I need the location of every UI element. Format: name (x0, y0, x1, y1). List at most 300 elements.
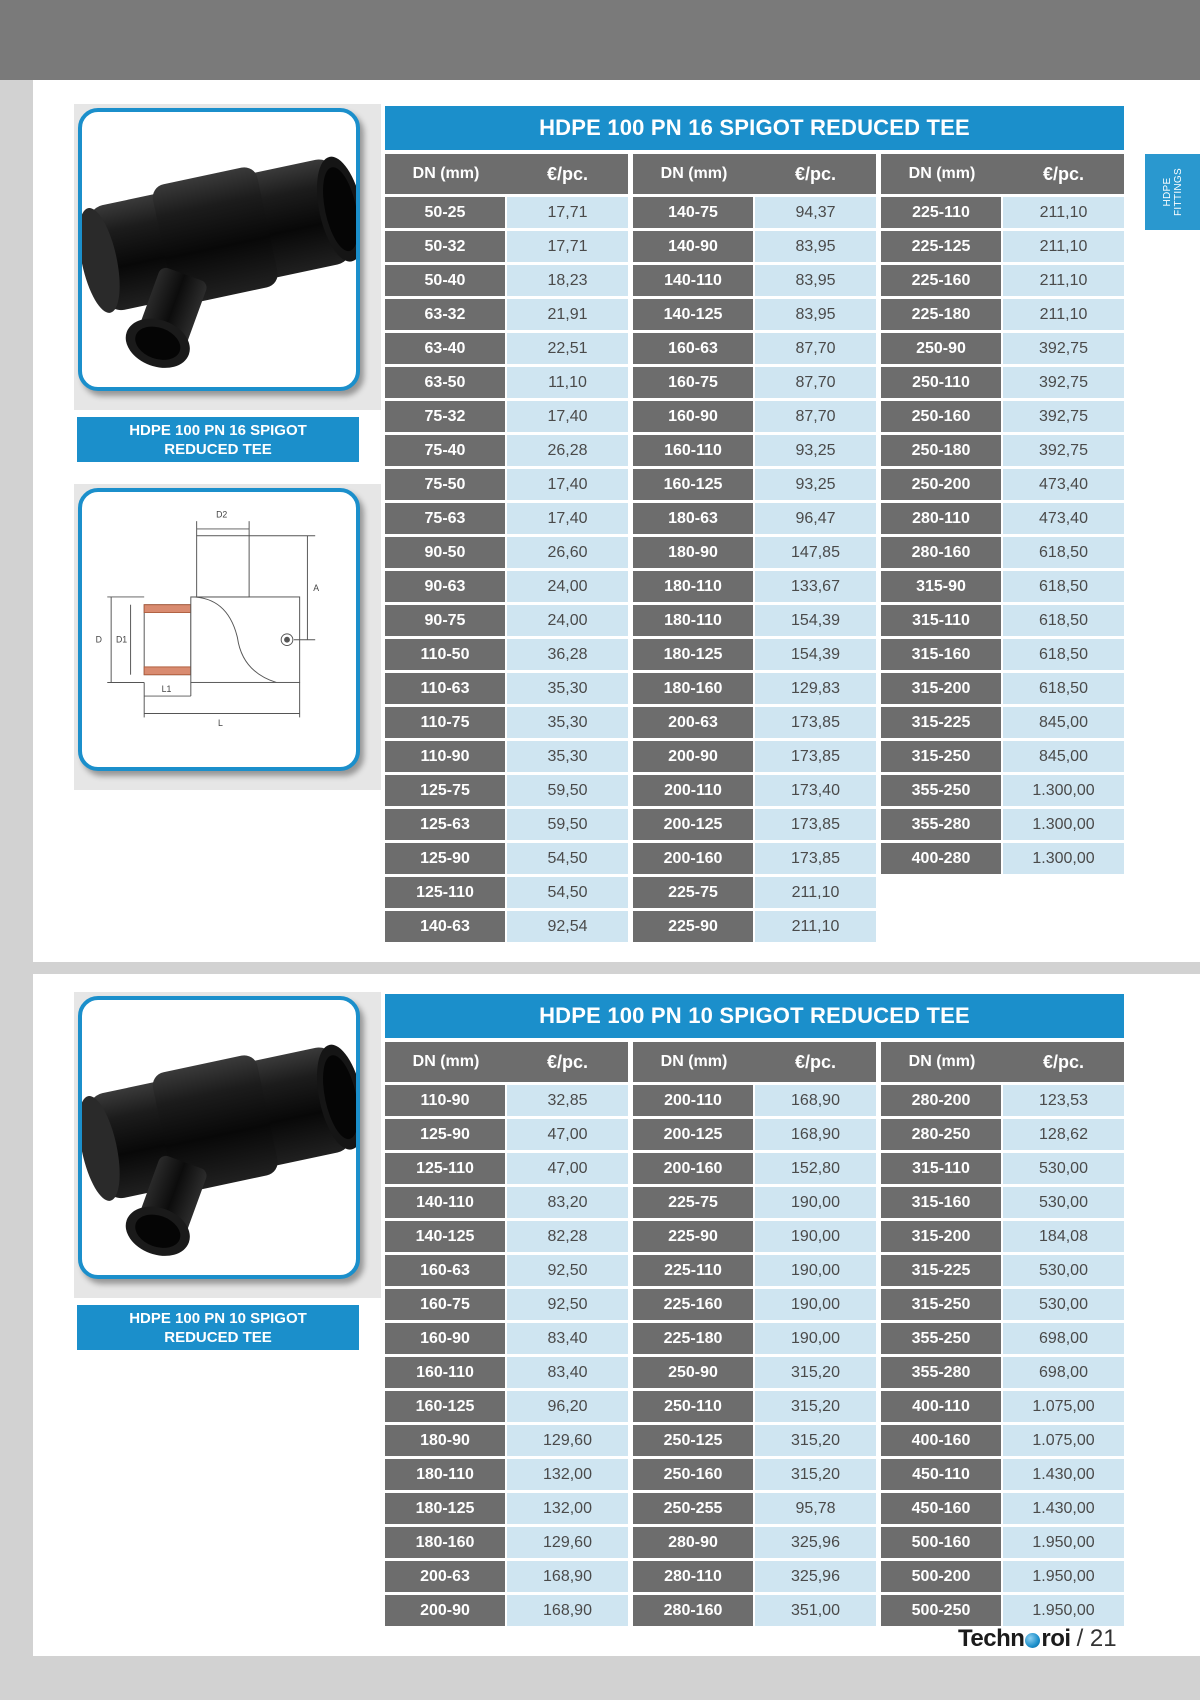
table-row (881, 469, 1124, 503)
dn-cell: 250-255 (633, 1493, 755, 1524)
table-row (881, 367, 1124, 401)
dn-cell: 140-90 (633, 231, 755, 262)
column-group (385, 154, 628, 945)
table-row (633, 911, 876, 945)
table-row (881, 1357, 1124, 1391)
table-row (633, 299, 876, 333)
dim-l1-label: L1 (161, 684, 172, 695)
table-row (633, 1085, 876, 1119)
dn-cell: 315-225 (881, 707, 1003, 738)
table-row (385, 1153, 628, 1187)
table-row (881, 605, 1124, 639)
reduced-tee-photo (82, 112, 356, 387)
price-cell: 1.430,00 (1003, 1459, 1124, 1490)
table-row (385, 401, 628, 435)
price-cell: 845,00 (1003, 741, 1124, 772)
dn-cell: 400-160 (881, 1425, 1003, 1456)
price-cell: 168,90 (755, 1085, 876, 1116)
price-cell: 95,78 (755, 1493, 876, 1524)
table-header-row (633, 1042, 876, 1082)
table-row (385, 265, 628, 299)
table-header-row (385, 1042, 628, 1082)
table-row (385, 1493, 628, 1527)
price-cell: 190,00 (755, 1255, 876, 1286)
dn-cell: 225-75 (633, 1187, 755, 1218)
price-cell: 47,00 (507, 1119, 628, 1150)
header-dn: DN (mm) (633, 1042, 755, 1082)
table-row (633, 1153, 876, 1187)
table-row (633, 605, 876, 639)
price-cell: 168,90 (507, 1561, 628, 1592)
price-cell: 190,00 (755, 1323, 876, 1354)
dn-cell: 125-75 (385, 775, 507, 806)
dn-cell: 50-25 (385, 197, 507, 228)
table-row (633, 775, 876, 809)
price-cell: 173,40 (755, 775, 876, 806)
table-row (881, 265, 1124, 299)
dn-cell: 225-75 (633, 877, 755, 908)
table-row (633, 1459, 876, 1493)
table-row (633, 1527, 876, 1561)
dn-cell: 200-110 (633, 1085, 755, 1116)
dn-cell: 160-125 (633, 469, 755, 500)
dn-cell: 250-110 (633, 1391, 755, 1422)
header-price: €/pc. (507, 1042, 628, 1082)
dn-cell: 280-110 (881, 503, 1003, 534)
table-row (385, 571, 628, 605)
dn-cell: 50-32 (385, 231, 507, 262)
product-caption: HDPE 100 PN 16 SPIGOT REDUCED TEE (77, 417, 359, 462)
dn-cell: 225-110 (633, 1255, 755, 1286)
table-row (385, 1425, 628, 1459)
price-table-pn16 (385, 106, 1124, 945)
price-cell: 190,00 (755, 1221, 876, 1252)
price-cell: 54,50 (507, 843, 628, 874)
dn-cell: 200-63 (633, 707, 755, 738)
table-row (881, 1391, 1124, 1425)
table-row (633, 1323, 876, 1357)
dn-cell: 225-160 (881, 265, 1003, 296)
table-row (881, 639, 1124, 673)
price-cell: 845,00 (1003, 707, 1124, 738)
table-row (881, 1561, 1124, 1595)
dn-cell: 160-75 (385, 1289, 507, 1320)
dn-cell: 160-75 (633, 367, 755, 398)
dn-cell: 280-90 (633, 1527, 755, 1558)
header-dn: DN (mm) (881, 1042, 1003, 1082)
table-row (385, 1187, 628, 1221)
table-row (633, 673, 876, 707)
price-cell: 530,00 (1003, 1187, 1124, 1218)
price-cell: 184,08 (1003, 1221, 1124, 1252)
dn-cell: 160-125 (385, 1391, 507, 1422)
table-row (881, 1085, 1124, 1119)
dn-cell: 180-125 (385, 1493, 507, 1524)
price-cell: 392,75 (1003, 333, 1124, 364)
table-row (881, 1119, 1124, 1153)
header-dn: DN (mm) (633, 154, 755, 194)
dn-cell: 140-125 (385, 1221, 507, 1252)
dn-cell: 225-160 (633, 1289, 755, 1320)
table-row (633, 231, 876, 265)
dn-cell: 500-250 (881, 1595, 1003, 1626)
dim-d2-label: D2 (216, 509, 228, 520)
table-row (633, 843, 876, 877)
price-cell: 35,30 (507, 673, 628, 704)
price-cell: 96,20 (507, 1391, 628, 1422)
dn-cell: 180-110 (633, 605, 755, 636)
dn-cell: 160-90 (385, 1323, 507, 1354)
table-row (633, 809, 876, 843)
price-cell: 315,20 (755, 1459, 876, 1490)
top-header-bar (0, 0, 1200, 80)
table-row (633, 571, 876, 605)
table-row (385, 1221, 628, 1255)
table-header-row (881, 1042, 1124, 1082)
table-row (385, 639, 628, 673)
table-row (633, 707, 876, 741)
table-row (633, 1391, 876, 1425)
dn-cell: 450-110 (881, 1459, 1003, 1490)
price-cell: 173,85 (755, 809, 876, 840)
dn-cell: 200-90 (385, 1595, 507, 1626)
dn-cell: 315-200 (881, 1221, 1003, 1252)
dn-cell: 125-110 (385, 1153, 507, 1184)
price-cell: 1.075,00 (1003, 1391, 1124, 1422)
dn-cell: 355-280 (881, 1357, 1003, 1388)
header-price: €/pc. (1003, 154, 1124, 194)
price-cell: 93,25 (755, 469, 876, 500)
table-row (881, 435, 1124, 469)
price-cell: 315,20 (755, 1391, 876, 1422)
dn-cell: 140-110 (385, 1187, 507, 1218)
dn-cell: 75-32 (385, 401, 507, 432)
table-row (633, 469, 876, 503)
price-cell: 133,67 (755, 571, 876, 602)
dn-cell: 200-125 (633, 1119, 755, 1150)
price-cell: 96,47 (755, 503, 876, 534)
price-cell: 190,00 (755, 1289, 876, 1320)
dn-cell: 110-90 (385, 1085, 507, 1116)
dn-cell: 280-160 (881, 537, 1003, 568)
table-row (881, 503, 1124, 537)
dn-cell: 200-63 (385, 1561, 507, 1592)
price-cell: 83,40 (507, 1357, 628, 1388)
page-number: / 21 (1076, 1625, 1117, 1652)
dn-cell: 110-90 (385, 741, 507, 772)
price-cell: 698,00 (1003, 1357, 1124, 1388)
dn-cell: 355-250 (881, 1323, 1003, 1354)
price-cell: 147,85 (755, 537, 876, 568)
reduced-tee-photo (82, 1000, 356, 1275)
table-row (385, 1255, 628, 1289)
table-row (633, 877, 876, 911)
table-row (385, 673, 628, 707)
dim-a-label: A (313, 583, 320, 594)
table-row (385, 1595, 628, 1629)
dn-cell: 500-160 (881, 1527, 1003, 1558)
table-row (633, 1595, 876, 1629)
price-cell: 123,53 (1003, 1085, 1124, 1116)
dn-cell: 250-90 (633, 1357, 755, 1388)
table-row (385, 809, 628, 843)
header-price: €/pc. (507, 154, 628, 194)
table-row (881, 775, 1124, 809)
dim-l-label: L (218, 718, 223, 729)
table-row (881, 741, 1124, 775)
product-photo-card (78, 996, 360, 1279)
dn-cell: 200-160 (633, 1153, 755, 1184)
technical-drawing-card (78, 488, 360, 771)
table-row (881, 707, 1124, 741)
price-cell: 47,00 (507, 1153, 628, 1184)
price-cell: 24,00 (507, 571, 628, 602)
technoroi-logo: Techn roi (958, 1625, 1071, 1652)
table-row (633, 435, 876, 469)
table-row (881, 1221, 1124, 1255)
dn-cell: 63-40 (385, 333, 507, 364)
table-row (881, 1527, 1124, 1561)
dn-cell: 225-180 (881, 299, 1003, 330)
table-row (385, 367, 628, 401)
table-row (385, 1459, 628, 1493)
dn-cell: 225-90 (633, 911, 755, 942)
dn-cell: 355-280 (881, 809, 1003, 840)
drawing-frame (74, 484, 381, 790)
dim-d1-label: D1 (116, 634, 128, 645)
table-header-row (633, 154, 876, 194)
price-cell: 83,40 (507, 1323, 628, 1354)
price-cell: 173,85 (755, 707, 876, 738)
table-row (881, 231, 1124, 265)
dn-cell: 110-75 (385, 707, 507, 738)
price-cell: 618,50 (1003, 673, 1124, 704)
price-cell: 82,28 (507, 1221, 628, 1252)
dn-cell: 75-40 (385, 435, 507, 466)
table-row (881, 1153, 1124, 1187)
table-row (881, 401, 1124, 435)
table-row (881, 197, 1124, 231)
dn-cell: 315-110 (881, 605, 1003, 636)
dn-cell: 125-63 (385, 809, 507, 840)
dn-cell: 180-110 (385, 1459, 507, 1490)
price-cell: 18,23 (507, 265, 628, 296)
dn-cell: 250-180 (881, 435, 1003, 466)
table-row (633, 1493, 876, 1527)
price-cell: 24,00 (507, 605, 628, 636)
table-row (385, 333, 628, 367)
price-cell: 1.430,00 (1003, 1493, 1124, 1524)
table-row (385, 1561, 628, 1595)
price-cell: 351,00 (755, 1595, 876, 1626)
price-cell: 87,70 (755, 401, 876, 432)
price-cell: 530,00 (1003, 1289, 1124, 1320)
table-row (385, 1357, 628, 1391)
dn-cell: 250-110 (881, 367, 1003, 398)
table-row (881, 843, 1124, 877)
product-photo-frame (74, 104, 381, 410)
dn-cell: 315-90 (881, 571, 1003, 602)
header-price: €/pc. (1003, 1042, 1124, 1082)
price-cell: 1.950,00 (1003, 1595, 1124, 1626)
dn-cell: 315-200 (881, 673, 1003, 704)
header-dn: DN (mm) (881, 154, 1003, 194)
price-cell: 618,50 (1003, 537, 1124, 568)
dn-cell: 280-160 (633, 1595, 755, 1626)
price-cell: 618,50 (1003, 605, 1124, 636)
price-cell: 11,10 (507, 367, 628, 398)
table-row (881, 1187, 1124, 1221)
column-group (881, 154, 1124, 945)
table-row (633, 367, 876, 401)
price-cell: 92,50 (507, 1289, 628, 1320)
table-row (633, 1221, 876, 1255)
table-row (633, 1357, 876, 1391)
dn-cell: 110-63 (385, 673, 507, 704)
table-row (881, 1255, 1124, 1289)
price-cell: 17,40 (507, 401, 628, 432)
dn-cell: 180-63 (633, 503, 755, 534)
side-tab-hdpe-fittings[interactable] (1145, 154, 1200, 230)
price-cell: 83,20 (507, 1187, 628, 1218)
table-row (385, 1527, 628, 1561)
dn-cell: 280-200 (881, 1085, 1003, 1116)
price-cell: 129,83 (755, 673, 876, 704)
dn-cell: 355-250 (881, 775, 1003, 806)
dn-cell: 90-63 (385, 571, 507, 602)
table-row (385, 843, 628, 877)
table-row (633, 265, 876, 299)
price-cell: 59,50 (507, 775, 628, 806)
dn-cell: 180-160 (633, 673, 755, 704)
table-header-row (881, 154, 1124, 194)
table-row (881, 809, 1124, 843)
price-table-pn10 (385, 994, 1124, 1629)
dn-cell: 250-160 (633, 1459, 755, 1490)
table-row (385, 435, 628, 469)
dn-cell: 140-63 (385, 911, 507, 942)
dn-cell: 160-110 (633, 435, 755, 466)
table-row (633, 503, 876, 537)
price-cell: 17,71 (507, 231, 628, 262)
dn-cell: 315-160 (881, 639, 1003, 670)
price-cell: 1.300,00 (1003, 843, 1124, 874)
dn-cell: 200-90 (633, 741, 755, 772)
table-row (881, 571, 1124, 605)
dn-cell: 75-50 (385, 469, 507, 500)
price-cell: 35,30 (507, 741, 628, 772)
table-row (385, 299, 628, 333)
table-row (633, 1425, 876, 1459)
dn-cell: 250-90 (881, 333, 1003, 364)
dn-cell: 63-32 (385, 299, 507, 330)
table-row (385, 503, 628, 537)
price-cell: 168,90 (755, 1119, 876, 1150)
dn-cell: 90-75 (385, 605, 507, 636)
table-row (881, 1425, 1124, 1459)
price-cell: 22,51 (507, 333, 628, 364)
price-cell: 83,95 (755, 231, 876, 262)
table-row (385, 231, 628, 265)
price-cell: 87,70 (755, 367, 876, 398)
dim-d-label: D (95, 634, 102, 645)
price-cell: 325,96 (755, 1561, 876, 1592)
price-cell: 168,90 (507, 1595, 628, 1626)
header-dn: DN (mm) (385, 1042, 507, 1082)
price-cell: 152,80 (755, 1153, 876, 1184)
table-row (633, 537, 876, 571)
table-row (633, 333, 876, 367)
price-cell: 17,40 (507, 503, 628, 534)
side-tab-label: HDPE FITTINGS (1161, 168, 1184, 216)
column-group (633, 1042, 876, 1629)
product-photo-frame (74, 992, 381, 1298)
dn-cell: 315-250 (881, 741, 1003, 772)
price-cell: 94,37 (755, 197, 876, 228)
price-cell: 92,50 (507, 1255, 628, 1286)
dn-cell: 75-63 (385, 503, 507, 534)
dn-cell: 50-40 (385, 265, 507, 296)
table-row (881, 299, 1124, 333)
price-cell: 132,00 (507, 1459, 628, 1490)
table-title: HDPE 100 PN 10 SPIGOT REDUCED TEE (385, 994, 1124, 1038)
price-cell: 211,10 (1003, 265, 1124, 296)
dn-cell: 400-110 (881, 1391, 1003, 1422)
column-group (633, 154, 876, 945)
price-cell: 93,25 (755, 435, 876, 466)
table-row (633, 1255, 876, 1289)
dn-cell: 63-50 (385, 367, 507, 398)
price-cell: 26,60 (507, 537, 628, 568)
price-cell: 36,28 (507, 639, 628, 670)
price-cell: 1.300,00 (1003, 809, 1124, 840)
dn-cell: 125-90 (385, 1119, 507, 1150)
dn-cell: 90-50 (385, 537, 507, 568)
table-row (385, 911, 628, 945)
table-row (385, 1085, 628, 1119)
table-row (633, 741, 876, 775)
dn-cell: 160-90 (633, 401, 755, 432)
table-row (385, 469, 628, 503)
price-cell: 54,50 (507, 877, 628, 908)
table-row (881, 1289, 1124, 1323)
price-cell: 1.300,00 (1003, 775, 1124, 806)
price-cell: 35,30 (507, 707, 628, 738)
table-title: HDPE 100 PN 16 SPIGOT REDUCED TEE (385, 106, 1124, 150)
table-row (881, 333, 1124, 367)
price-cell: 1.950,00 (1003, 1561, 1124, 1592)
price-cell: 154,39 (755, 605, 876, 636)
dn-cell: 225-90 (633, 1221, 755, 1252)
table-row (633, 1289, 876, 1323)
header-dn: DN (mm) (385, 154, 507, 194)
dn-cell: 200-110 (633, 775, 755, 806)
price-cell: 173,85 (755, 843, 876, 874)
header-price: €/pc. (755, 154, 876, 194)
dn-cell: 140-125 (633, 299, 755, 330)
price-cell: 211,10 (755, 877, 876, 908)
price-cell: 211,10 (1003, 197, 1124, 228)
price-cell: 211,10 (1003, 231, 1124, 262)
dn-cell: 315-160 (881, 1187, 1003, 1218)
dn-cell: 250-160 (881, 401, 1003, 432)
price-cell: 1.075,00 (1003, 1425, 1124, 1456)
dn-cell: 250-125 (633, 1425, 755, 1456)
price-cell: 173,85 (755, 741, 876, 772)
dn-cell: 125-90 (385, 843, 507, 874)
dn-cell: 180-90 (633, 537, 755, 568)
dn-cell: 180-125 (633, 639, 755, 670)
